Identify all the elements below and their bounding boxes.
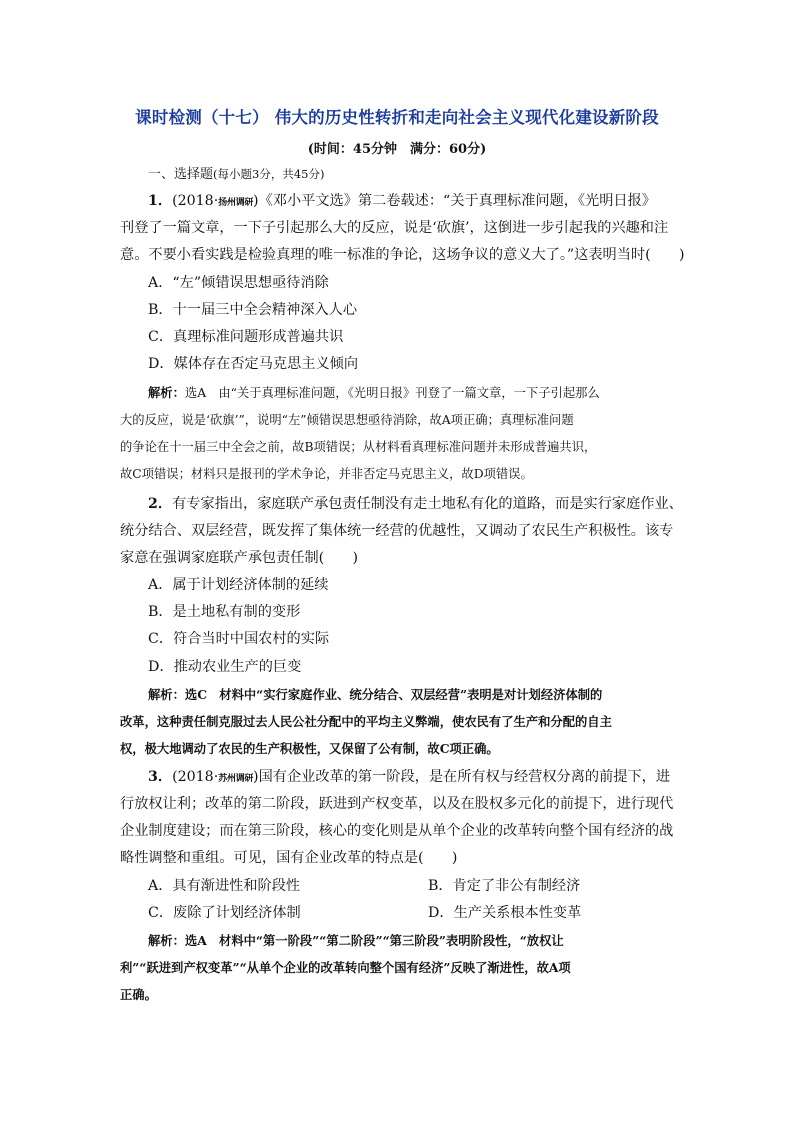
q1-option-a: A．“左”倾错误思想亟待消除	[148, 275, 329, 291]
q2-option-c: C．符合当时中国农村的实际	[148, 631, 330, 647]
q2-line-3: 家意在强调家庭联产承包责任制( )	[120, 550, 359, 566]
q3-option-b: B．肯定了非公有制经济	[428, 878, 581, 894]
q3-line-2: 行放权让利；改革的第二阶段，跃进到产权变革，以及在股权多元化的前提下，进行现代	[120, 796, 674, 812]
page-title: 课时检测（十七） 伟大的历史性转折和走向社会主义现代化建设新阶段	[135, 108, 659, 127]
q3-option-d: D．生产关系根本性变革	[428, 905, 582, 921]
q3-line-1: 3．(2018·苏州调研)国有企业改革的第一阶段，是在所有权与经营权分离的前提下，进	[148, 769, 671, 785]
q1-line-3: 意。不要小看实践是检验真理的唯一标准的争论，这场争议的意义大了。”这表明当时( )	[120, 247, 685, 263]
q1-option-b: B．十一届三中全会精神深入人心	[148, 302, 358, 318]
q1-line-1: 1．(2018·扬州调研)《邓小平文选》第二卷载述：“关于真理标准问题，《光明日报》	[148, 193, 656, 209]
q3-analysis-line-3: 正确。	[120, 987, 157, 1002]
q3-analysis-line-1: 解析：选A 材料中“第一阶段”“第二阶段”“第三阶段”表明阶段性，“放权让	[148, 933, 564, 948]
q1-option-d: D．媒体存在否定马克思主义倾向	[148, 356, 359, 372]
q2-option-a: A．属于计划经济体制的延续	[148, 577, 329, 593]
q3-line-3: 企业制度建设；而在第三阶段，核心的变化则是从单个企业的改革转向整个国有经济的战	[120, 823, 674, 839]
q1-analysis-line-2: 大的反应，说是‘砍旗’”，说明“左”倾错误思想亟待消除，故A项正确；真理标准问题	[120, 413, 574, 427]
q3-option-a: A．具有渐进性和阶段性	[148, 878, 301, 894]
q1-line-2: 刊登了一篇文章，一下子引起那么大的反应，说是‘砍旗’，这倒进一步引起我的兴趣和注	[120, 220, 669, 236]
page-subtitle: (时间：45分钟 满分：60分)	[307, 142, 487, 157]
q2-analysis-line-1: 解析：选C 材料中“实行家庭作业、统分结合、双层经营”表明是对计划经济体制的	[148, 687, 603, 702]
q3-line-4: 略性调整和重组。可见，国有企业改革的特点是( )	[120, 850, 458, 866]
q1-analysis-line-1: 解析：选A 由“关于真理标准问题，《光明日报》刊登了一篇文章，一下子引起那么	[148, 385, 600, 400]
section-heading: 一、选择题(每小题3分，共45分)	[148, 167, 325, 182]
q1-analysis-line-3: 的争论在十一届三中全会之前，故B项错误；从材料看真理标准问题并未形成普遍共识，	[120, 440, 597, 454]
q3-analysis-line-2: 利”“跃进到产权变革”“从单个企业的改革转向整个国有经济”反映了渐进性，故A项	[120, 960, 571, 975]
q2-line-1: 2．有专家指出，家庭联产承包责任制没有走土地私有化的道路，而是实行家庭作业、	[148, 496, 683, 512]
q2-analysis-line-2: 改革，这种责任制克服过去人民公社分配中的平均主义弊端，使农民有了生产和分配的自主	[120, 714, 612, 729]
q1-analysis-line-4: 故C项错误；材料只是报刊的学术争论，并非否定马克思主义，故D项错误。	[120, 467, 533, 481]
q2-option-b: B．是土地私有制的变形	[148, 604, 301, 620]
q2-analysis-line-3: 权，极大地调动了农民的生产积极性，又保留了公有制，故C项正确。	[120, 741, 499, 756]
q3-option-c: C．废除了计划经济体制	[148, 905, 301, 921]
q1-option-c: C．真理标准问题形成普遍共识	[148, 329, 344, 345]
q2-option-d: D．推动农业生产的巨变	[148, 659, 302, 675]
q2-line-2: 统分结合、双层经营，既发挥了集体统一经营的优越性，又调动了农民生产积极性。该专	[120, 523, 674, 539]
